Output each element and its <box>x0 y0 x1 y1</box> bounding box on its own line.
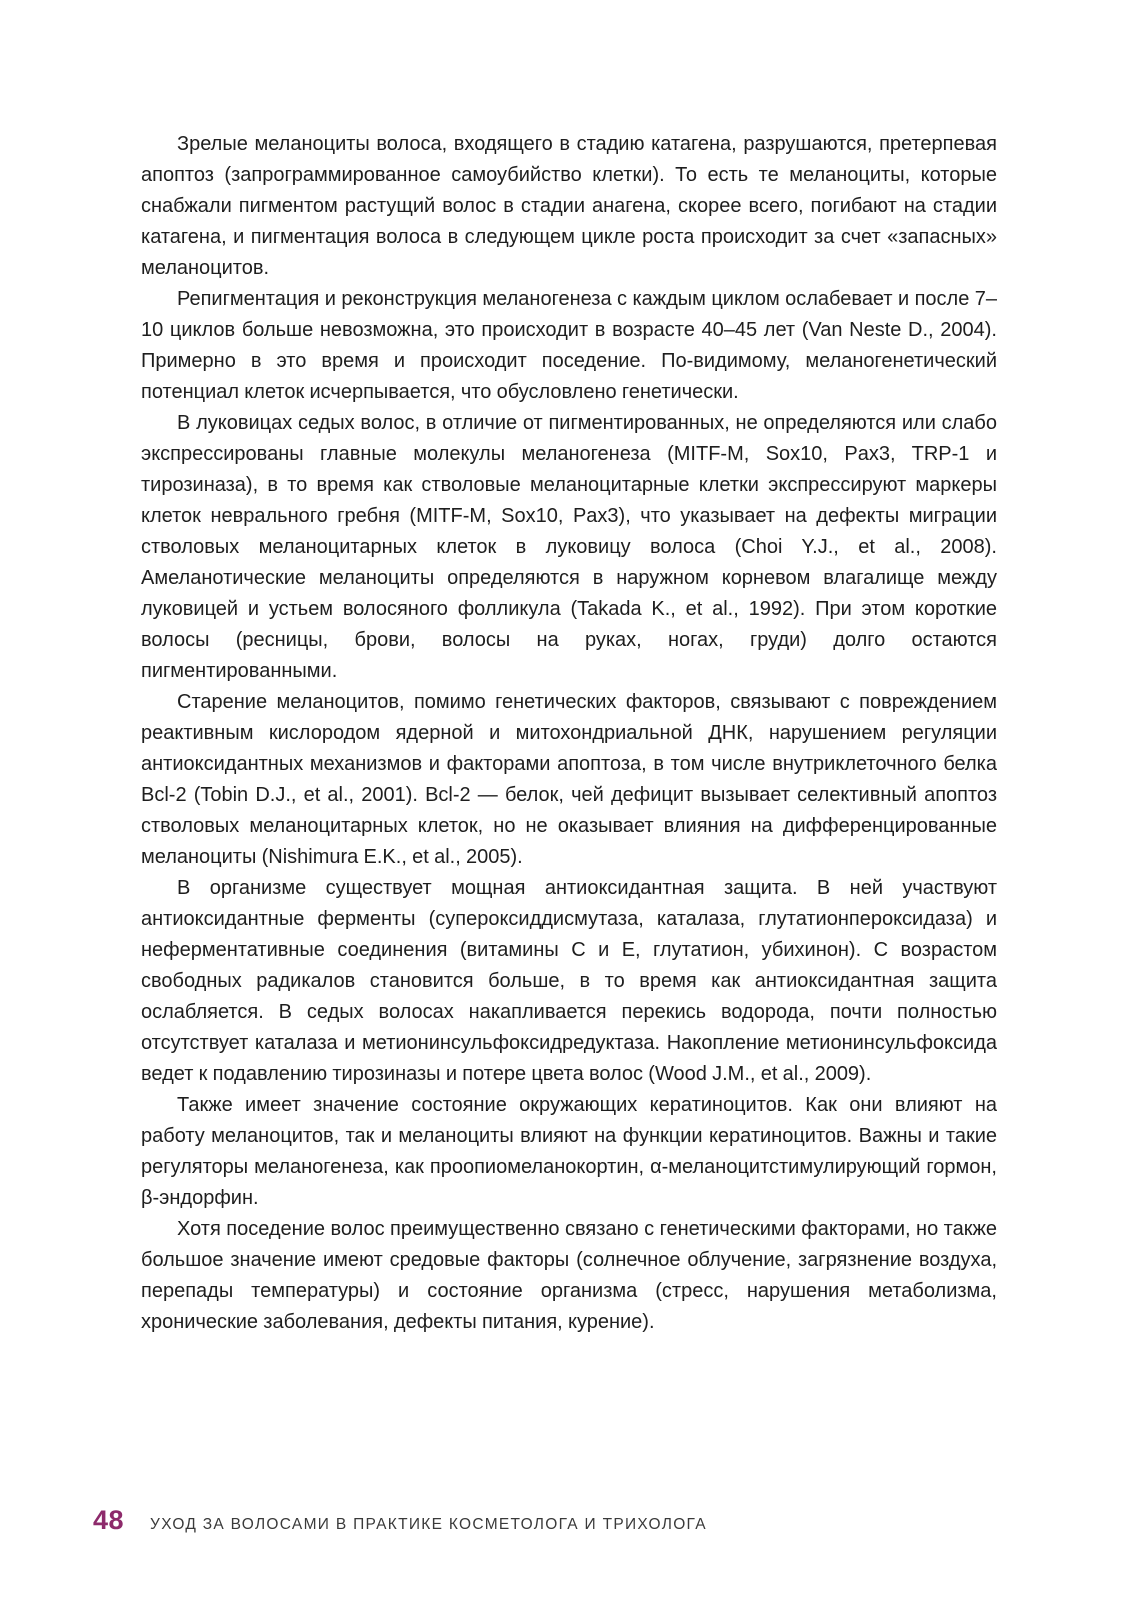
paragraph-5: В организме существует мощная антиоксидантная защита. В ней участвуют антиоксидантные ферменты (супероксиддисмутаза, каталаза, глутатионпероксидаза) и неферментативные соединения (витамины С и Е, глутатион, убихинон). С возрастом свободных радикалов становится больше, в то время как антиоксидантная защита ослабляется. В седых волосах накапливается перекись водорода, почти полностью отсутствует каталаза и метионинсульфоксидредуктаза. Накопление метионинсульфоксида ведет к подавлению тирозиназы и потере цвета волос (Wood J.M., et al., 2009). <box>141 877 997 1085</box>
paragraph-4: Старение меланоцитов, помимо генетических факторов, связывают с повреждением реактивным кислородом ядерной и митохондриальной ДНК, нарушением регуляции антиоксидантных механизмов и факторами апоптоза, в том числе внутриклеточного белка Bcl-2 (Tobin D.J., et al., 2001). Bcl-2 — белок, чей дефицит вызывает селективный апоптоз стволовых меланоцитарных клеток, но не оказывает влияния на дифференцированные меланоциты (Nishimura E.K., et al., 2005). <box>141 691 997 868</box>
running-title: УХОД ЗА ВОЛОСАМИ В ПРАКТИКЕ КОСМЕТОЛОГА И ТРИХОЛОГА <box>150 1516 707 1533</box>
paragraph-6: Также имеет значение состояние окружающих кератиноцитов. Как они влияют на работу меланоцитов, так и меланоциты влияют на функции кератиноцитов. Важны и такие регуляторы меланогенеза, как проопиомеланокортин, α-меланоцитстимулирующий гормон, β-эндорфин. <box>141 1094 997 1209</box>
paragraph-3: В луковицах седых волос, в отличие от пигментированных, не определяются или слабо экспрессированы главные молекулы меланогенеза (MITF-M, Sox10, Pax3, TRP-1 и тирозиназа), в то время как стволовые меланоцитарные клетки экспрессируют маркеры клеток неврального гребня (MITF-M, Sox10, Pax3), что указывает на дефекты миграции стволовых меланоцитарных клеток в луковицу волоса (Choi Y.J., et al., 2008). Амеланотические меланоциты определяются в наружном корневом влагалище между луковицей и устьем волосяного фолликула (Takada K., et al., 1992). При этом короткие волосы (ресницы, брови, волосы на руках, ногах, груди) долго остаются пигментированными. <box>141 412 997 682</box>
page-number: 48 <box>93 1505 125 1535</box>
page-footer <box>93 1505 707 1536</box>
paragraph-1: Зрелые меланоциты волоса, входящего в стадию катагена, разрушаются, претерпевая апоптоз (запрограммированное самоубийство клетки). То есть те меланоциты, которые снабжали пигментом растущий волос в стадии анагена, скорее всего, погибают на стадии катагена, и пигментация волоса в следующем цикле роста происходит за счет «запасных» меланоцитов. <box>141 133 997 279</box>
paragraph-7: Хотя поседение волос преимущественно связано с генетическими факторами, но также большое значение имеют средовые факторы (солнечное облучение, загрязнение воздуха, перепады температуры) и состояние организма (стресс, нарушения метаболизма, хронические заболевания, дефекты питания, курение). <box>141 1218 997 1333</box>
paragraph-2: Репигментация и реконструкция меланогенеза с каждым циклом ослабевает и после 7–10 циклов больше невозможна, это происходит в возрасте 40–45 лет (Van Neste D., 2004). Примерно в это время и происходит поседение. По-видимому, меланогенетический потенциал клеток исчерпывается, что обусловлено генетически. <box>141 288 997 403</box>
page-body <box>141 129 997 1338</box>
